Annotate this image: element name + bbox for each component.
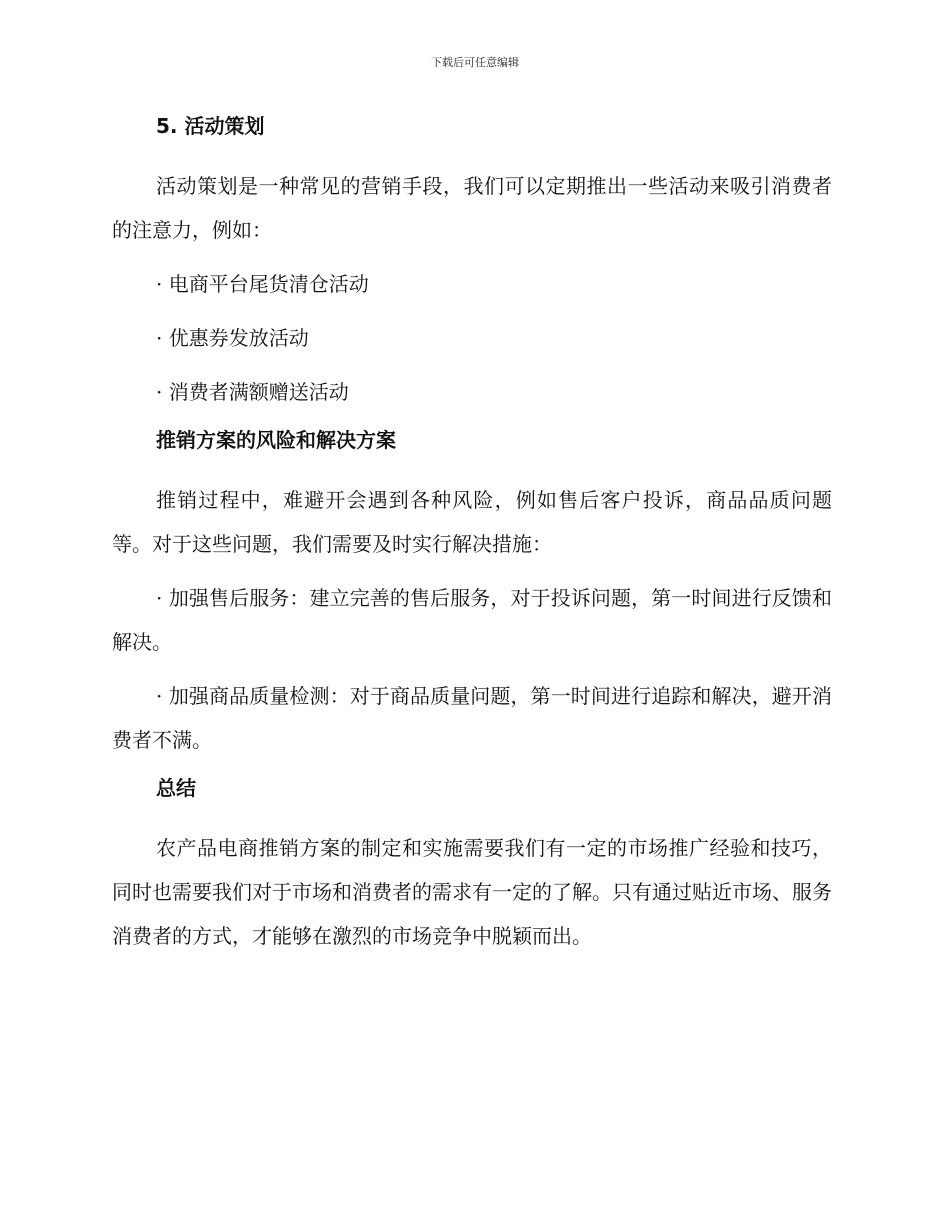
section-heading-activity: 5. 活动策划	[156, 114, 265, 138]
risk-measure-item: · 加强售后服务：建立完善的售后服务，对于投诉问题，第一时间进行反馈和解决。	[112, 586, 832, 654]
risk-measure-item: · 加强商品质量检测：对于商品质量问题，第一时间进行追踪和解决，避开消费者不满。	[112, 684, 832, 752]
activity-intro-paragraph: 活动策划是一种常见的营销手段，我们可以定期推出一些活动来吸引消费者的注意力，例如：	[112, 174, 832, 242]
summary-paragraph: 农产品电商推销方案的制定和实施需要我们有一定的市场推广经验和技巧，同时也需要我们对于市场和消费者的需求有一定的了解。只有通过贴近市场、服务消费者的方式，才能够在激烈的市场竞争中脱颖而出。	[112, 836, 832, 948]
section-heading-summary: 总结	[156, 776, 196, 800]
activity-list-item: · 优惠券发放活动	[156, 326, 309, 350]
activity-list-item: · 消费者满额赠送活动	[156, 380, 349, 404]
section-heading-risk: 推销方案的风险和解决方案	[156, 428, 396, 452]
activity-list-item: · 电商平台尾货清仓活动	[156, 272, 369, 296]
risk-intro-paragraph: 推销过程中，难避开会遇到各种风险，例如售后客户投诉，商品品质问题等。对于这些问题，我们需要及时实行解决措施：	[112, 488, 832, 556]
document-body	[112, 110, 832, 968]
page-header-note: 下载后可任意编辑	[431, 56, 519, 69]
